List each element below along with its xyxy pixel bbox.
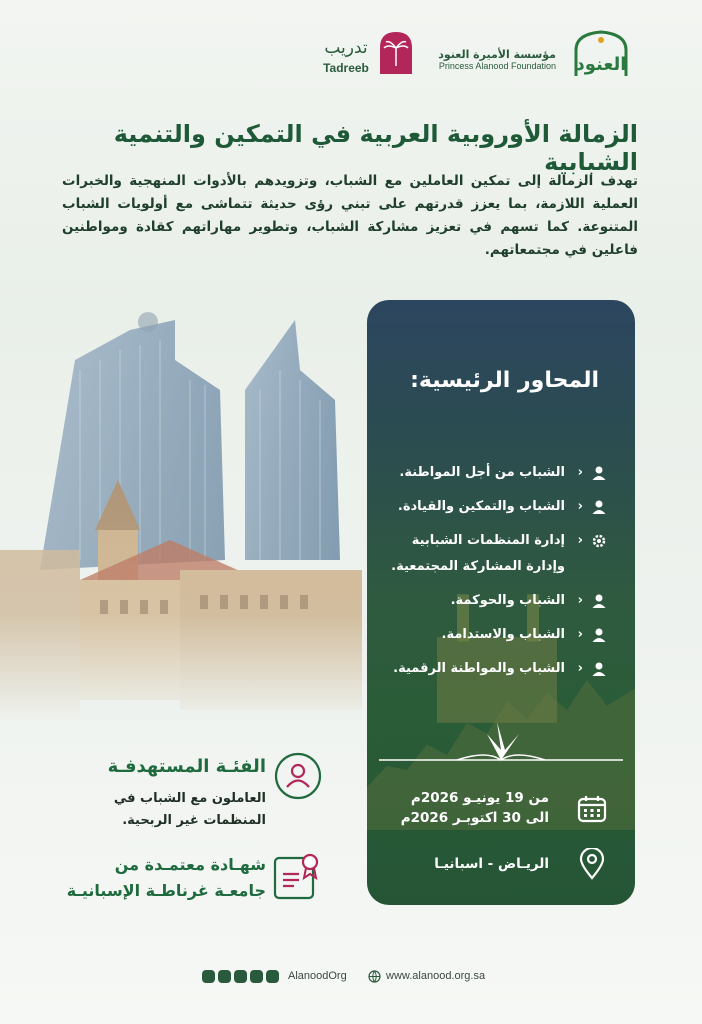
axis-label: الشباب والاستدامة.: [441, 627, 565, 642]
page-title: الزمالة الأوروبية العربية في التمكين والتنمية الشبابية: [113, 120, 638, 176]
target-audience-icon: [274, 752, 322, 800]
globe-icon: [368, 970, 381, 983]
x-social-icon[interactable]: [202, 970, 215, 983]
axis-item: [381, 656, 607, 682]
city-illustration: [0, 300, 362, 720]
axis-item: [381, 622, 607, 648]
chevron-left-icon: ‹: [577, 593, 583, 608]
youtube-icon[interactable]: [266, 970, 279, 983]
gear-icon: [591, 533, 607, 549]
chevron-left-icon: ‹: [577, 499, 583, 514]
chevron-left-icon: ‹: [577, 627, 583, 642]
website-link[interactable]: www.alanood.org.sa: [386, 970, 486, 982]
tadreeb-emblem-icon: [376, 30, 416, 76]
alanood-name-ar: مؤسسة الأميرة العنود: [438, 48, 556, 61]
axis-label: الشباب والتمكين والقيادة.: [397, 499, 565, 514]
axis-item: [381, 528, 607, 580]
ornament-divider-icon: [377, 720, 625, 766]
main-axes-card: [367, 300, 635, 905]
alanood-name-en: Princess Alanood Foundation: [438, 61, 556, 71]
intro-paragraph: تهدف الزمالة إلى تمكين العاملين مع الشباب، وتزويدهم بالأدوات المنهجية والخبرات العملية اللازمة، بما يعزز قدرتهم على تبني رؤى حديثة تتماشى مع أولويات الشباب المتنوعة. كما تسهم في تعزيز مشاركة الشباب، وتطوير مهاراتهم كقادة ومواطنين فاعلين في مجتمعاتهم.: [62, 173, 638, 258]
certificate-line-2: جامعـة غرناطـة الإسبانيـة: [66, 881, 266, 900]
tadreeb-name-ar: تدريب: [324, 38, 368, 58]
date-range: [401, 788, 549, 828]
location-text: الريـاض - اسبانيـا: [434, 856, 549, 872]
chevron-left-icon: ‹: [577, 661, 583, 676]
person-icon: [591, 465, 607, 481]
location-pin-icon: [579, 848, 605, 880]
snapchat-icon[interactable]: [218, 970, 231, 983]
axis-label: الشباب والحوكمة.: [450, 593, 565, 608]
axis-label: الشباب من أجل المواطنة.: [399, 465, 565, 480]
location-block: [387, 848, 607, 888]
card-title: المحاور الرئيسية:: [410, 368, 599, 393]
certificate-text: [66, 852, 266, 904]
axis-item: [381, 460, 607, 486]
tadreeb-name-en: Tadreeb: [323, 61, 369, 75]
person-icon: [591, 627, 607, 643]
alanood-name: [438, 48, 556, 71]
person-icon: [591, 499, 607, 515]
instagram-icon[interactable]: [250, 970, 263, 983]
calendar-icon: [577, 794, 607, 824]
person-icon: [591, 593, 607, 609]
footer: [196, 968, 506, 988]
chevron-left-icon: ‹: [577, 533, 583, 548]
axis-item: [381, 494, 607, 520]
svg-text:العنود: العنود: [575, 54, 627, 75]
alanood-logo-icon: [566, 28, 636, 78]
certificate-icon: [272, 850, 322, 902]
target-audience-title: الفئـة المستهدفـة: [107, 756, 266, 777]
date-block: [387, 788, 607, 848]
social-handle[interactable]: AlanoodOrg: [288, 970, 347, 982]
facebook-icon[interactable]: [234, 970, 247, 983]
date-start: من 19 يونيـو 2026م: [410, 790, 549, 806]
target-audience-desc: العاملون مع الشباب في المنظمات غير الربحية.: [113, 791, 266, 828]
logo-row: [250, 28, 636, 78]
axis-label: الشباب والمواطنة الرقمية.: [393, 661, 565, 676]
certificate-line-1: شهـادة معتمـدة من: [114, 855, 266, 874]
person-icon: [591, 661, 607, 677]
axis-label: إدارة المنظمات الشبابية وإدارة المشاركة المجتمعية.: [391, 533, 565, 574]
axis-item: [381, 588, 607, 614]
date-end: الى 30 اكتوبـر 2026م: [400, 810, 549, 826]
axes-list: [381, 460, 607, 690]
chevron-left-icon: ‹: [577, 465, 583, 480]
